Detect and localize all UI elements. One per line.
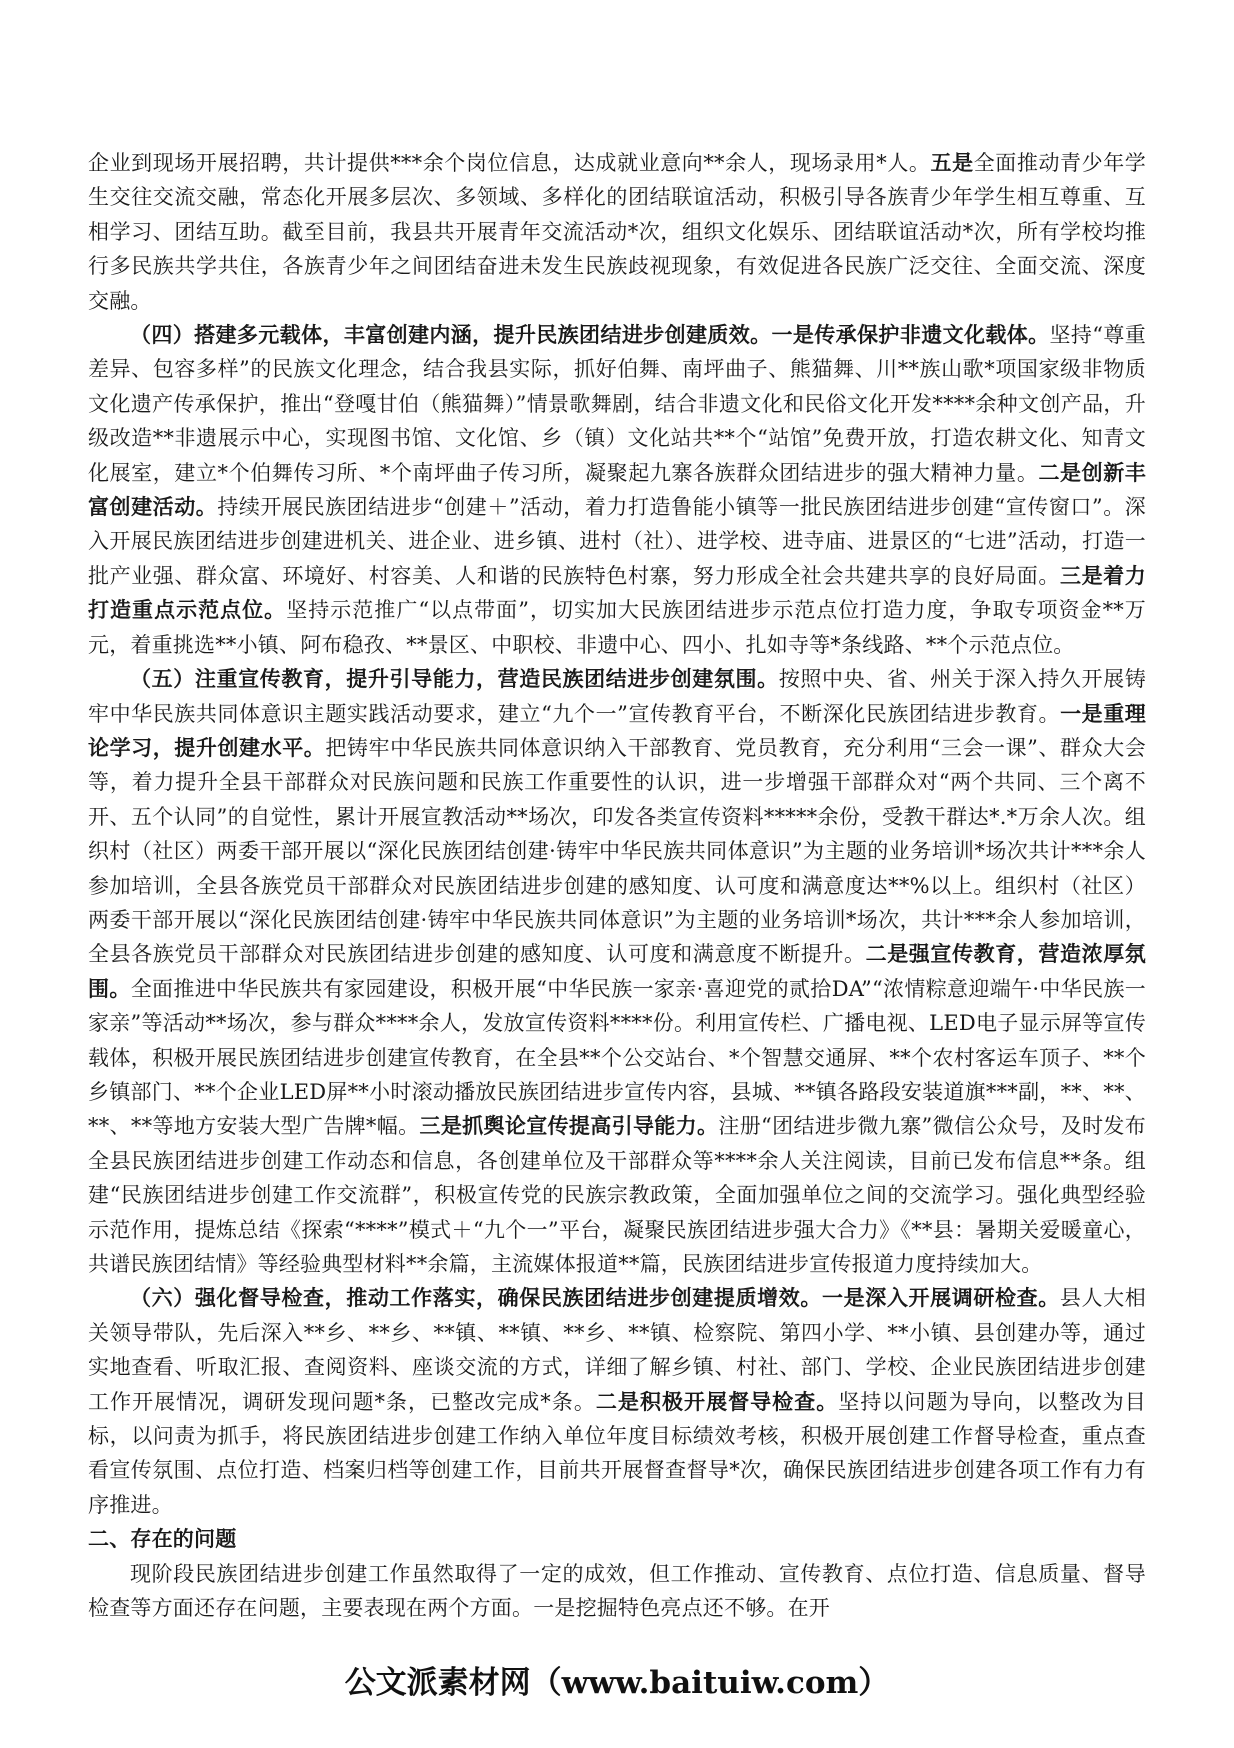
text-span: 全面推进中华民族共有家园建设，积极开展“中华民族一家亲·喜迎党的贰拾DA”“浓情粽意迎端午·中华民族一家亲”等活动**场次，参与群众****余人，发放宣传资料****份。利用宣传栏、广播电视、LED电子显示屏等宣传载体，积极开展民族团结进步创建宣传教育，在全县**个公交站台、*个智慧交通屏、**个农村客运车顶子、**个乡镇部门、**个企业LED屏**小时滚动播放民族团结进步宣传内容，县城、**镇各路段安装道旗***副，**、**、**、**等地方安装大型广告牌*幅。 [88,976,1146,1139]
bold-span: 三是着力打造重点示范点位。 [88,562,1146,623]
text-span: 企业到现场开展招聘，共计提供***余个岗位信息，达成就业意向**余人，现场录用*人。 [88,151,931,175]
text-span: 持续开展民族团结进步“创建＋”活动，着力打造鲁能小镇等一批民族团结进步创建“宣传窗口”。深入开展民族团结进步创建进机关、进企业、进乡镇、进村（社）、进学校、进寺庙、进景区的“七进”活动，打造一批产业强、群众富、环境好、村容美、人和谐的民族特色村寨，努力形成全社会共建共享的良好局面。 [88,495,1146,588]
bold-span: 五是 [930,150,974,175]
text-span: 县人大相关领导带队，先后深入**乡、**乡、**镇、**镇、**乡、**镇、检察院、第四小学、**小镇、县创建办等，通过实地查看、听取汇报、查阅资料、座谈交流的方式，详细了解乡镇、村社、部门、学校、企业民族团结进步创建工作开展情况，调研发现问题*条，已整改完成*条。 [88,1286,1146,1414]
bold-span: 三是抓舆论宣传提高引导能力。 [419,1113,719,1139]
text-span: 坚持“尊重差异、包容多样”的民族文化理念，结合我县实际，抓好伯舞、南坪曲子、熊猫舞、川**族山歌*项国家级非物质文化遗产传承保护，推出“登嘎甘伯（熊猫舞）”情景歌舞剧，结合非遗文化和民俗文化开发****余种文创产品，升级改造**非遗展示中心，实现图书馆、文化馆、乡（镇）文化站共**个“站馆”免费开放，打造农耕文化、知青文化展室，建立*个伯舞传习所、*个南坪曲子传习所，凝聚起九寨各族群众团结进步的强大精神力量。 [88,323,1146,485]
paragraph-section-5 [88,662,1146,1281]
bold-span: （六）强化督导检查，推动工作落实，确保民族团结进步创建提质增效。一是深入开展调研检查。 [130,1285,1060,1311]
text-span: 注册“团结进步微九寨”微信公众号，及时发布全县民族团结进步创建工作动态和信息，各创建单位及干部群众等****余人关注阅读，目前已发布信息**条。组建“民族团结进步创建工作交流群”，积极宣传党的民族宗教政策，全面加强单位之间的交流学习。强化典型经验示范作用，提炼总结《探索“****”模式＋“九个一”平台，凝聚民族团结进步强大合力》《**县：暑期关爱暖童心，共谱民族团结情》等经验典型材料**余篇，主流媒体报道**篇，民族团结进步宣传报道力度持续加大。 [88,1114,1146,1276]
paragraph-section-6 [88,1281,1146,1522]
text-span: 全面推动青少年学生交往交流交融，常态化开展多层次、多领域、多样化的团结联谊活动，积极引导各族青少年学生相互尊重、互相学习、团结互助。截至目前，我县共开展青年交流活动*次，组织文化娱乐、团结联谊活动*次，所有学校均推行多民族共学共住，各族青少年之间团结奋进未发生民族歧视现象，有效促进各民族广泛交往、全面交流、深度交融。 [88,151,1146,313]
paragraph-section-4 [88,318,1146,662]
document-body [88,146,1146,1625]
text-span: 坚持以问题为导向，以整改为目标，以问责为抓手，将民族团结进步创建工作纳入单位年度目标绩效考核，积极开展创建工作督导检查，重点查看宣传氛围、点位打造、档案归档等创建工作，目前共开展督查督导*次，确保民族团结进步创建各项工作有力有序推进。 [88,1389,1146,1517]
paragraph-youth-exchange [88,146,1146,318]
bold-span: 二是创新丰富创建活动。 [88,459,1147,520]
bold-span: （四）搭建多元载体，丰富创建内涵，提升民族团结进步创建质效。一是传承保护非遗文化载体。 [130,322,1050,348]
section-heading: 二、存在的问题 [88,1526,237,1552]
bold-span: 一是重理论学习，提升创建水平。 [88,700,1146,760]
text-span: 把铸牢中华民族共同体意识纳入干部教育、党员教育，充分利用“三会一课”、群众大会等，着力提升全县干部群众对民族问题和民族工作重要性的认识，进一步增强干部群众对“两个共同、三个离不开、五个认同”的自觉性，累计开展宣教活动**场次，印发各类宣传资料*****余份，受教干群达*.*万余人次。组织村（社区）两委干部开展以“深化民族团结创建·铸牢中华民族共同体意识”为主题的业务培训*场次共计***余人参加培训，全县各族党员干部群众对民族团结进步创建的感知度、认可度和满意度达**%以上。组织村（社区）两委干部开展以“深化民族团结创建·铸牢中华民族共同体意识”为主题的业务培训*场次，共计***余人参加培训，全县各族党员干部群众对民族团结进步创建的感知度、认可度和满意度不断提升。 [88,735,1146,967]
paragraph-problems: 现阶段民族团结进步创建工作虽然取得了一定的成效，但工作推动、宣传教育、点位打造、信息质量、督导检查等方面还存在问题，主要表现在两个方面。一是挖掘特色亮点还不够。在开 [88,1561,1146,1621]
footer-watermark: 公文派素材网（www.baituiw.com） [344,1665,890,1701]
bold-span: 二是强宣传教育，营造浓厚氛围。 [88,941,1146,1001]
bold-span: （五）注重宣传教育，提升引导能力，营造民族团结进步创建氛围。 [130,666,779,692]
bold-span: 二是积极开展督导检查。 [595,1388,839,1414]
text-span: 按照中央、省、州关于深入持久开展铸牢中华民族共同体意识主题实践活动要求，建立“九个一”宣传教育平台，不断深化民族团结进步教育。 [88,667,1146,726]
text-span: 坚持示范推广“以点带面”，切实加大民族团结进步示范点位打造力度，争取专项资金**万元，着重挑选**小镇、阿布稳孜、**景区、中职校、非遗中心、四小、扎如寺等*条线路、**个示范点位。 [88,598,1146,657]
